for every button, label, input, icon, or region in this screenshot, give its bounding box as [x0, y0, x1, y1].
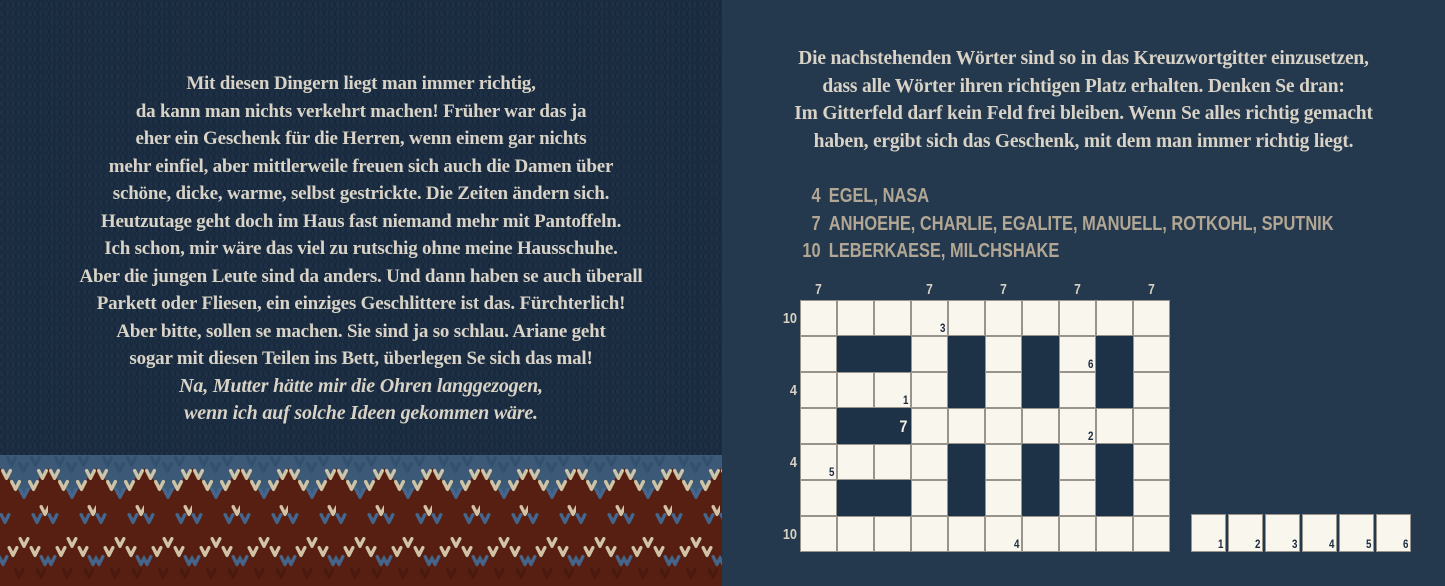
grid-cell-blocked	[1022, 372, 1059, 408]
right-page	[722, 0, 1445, 586]
story-line: Heutzutage geht doch im Haus fast niemand mehr mit Pantoffeln.	[100, 210, 622, 232]
word-list-words: ANHOEHE, CHARLIE, EGALITE, MANUELL, ROTKOHL, SPUTNIK	[828, 212, 1334, 235]
grid-cell-blocked	[1022, 444, 1059, 480]
grid-cell-blocked	[874, 336, 911, 372]
answer-cell-number: 5	[1365, 539, 1371, 551]
grid-cell	[1059, 336, 1096, 372]
grid-cell	[1096, 408, 1133, 444]
grid-cell	[1059, 372, 1096, 408]
grid-cell	[837, 372, 874, 408]
grid-col-header: 7	[815, 281, 822, 298]
cell-number: 5	[828, 467, 834, 479]
grid-row-header	[758, 480, 797, 516]
word-length-number: 7	[811, 212, 821, 235]
story-line-italic: wenn ich auf solche Ideen gekommen wäre.	[184, 402, 538, 424]
grid-cell	[911, 336, 948, 372]
grid-cell	[800, 300, 837, 336]
grid-cell-blocked	[948, 336, 985, 372]
grid-cell	[911, 480, 948, 516]
story-line: Parkett oder Fliesen, ein einziges Geschlittere ist das. Fürchterlich!	[96, 293, 626, 314]
grid-cell-blocked	[1096, 480, 1133, 516]
grid-cell-blocked	[874, 408, 911, 444]
word-length-number: 4	[811, 185, 821, 207]
grid-cell	[1022, 516, 1059, 552]
grid-cell	[911, 372, 948, 408]
puzzle-instructions	[750, 45, 1417, 155]
grid-col-header	[952, 279, 982, 298]
story-line: mehr einfiel, aber mittlerweile freuen sich auch die Damen über	[108, 155, 614, 177]
answer-strip	[1191, 514, 1411, 552]
grid-cell	[911, 408, 948, 444]
grid-cell	[1059, 480, 1096, 516]
story-text	[8, 70, 714, 428]
grid-cell-blocked	[1022, 336, 1059, 372]
grid-cell	[1133, 516, 1170, 552]
left-page	[0, 0, 722, 586]
grid-cell-blocked	[1096, 444, 1133, 480]
answer-cell-number: 6	[1402, 539, 1408, 551]
grid-cell	[1133, 444, 1170, 480]
answer-cell-number: 4	[1328, 539, 1334, 551]
story-line: schöne, dicke, warme, selbst gestrickte. Die Zeiten ändern sich.	[112, 183, 610, 204]
grid-cell-blocked	[837, 336, 874, 372]
grid-cell	[1022, 300, 1059, 336]
grid-cell	[1059, 444, 1096, 480]
instruction-line: Im Gitterfeld darf kein Feld frei bleiben. Wenn Se alles richtig gemacht	[794, 103, 1373, 124]
grid-cell	[985, 336, 1022, 372]
cell-number: 6	[1087, 359, 1093, 371]
answer-cell	[1302, 514, 1337, 552]
crossword-grid	[800, 300, 1170, 552]
grid-cell-blocked	[948, 444, 985, 480]
grid-cell	[874, 300, 911, 336]
grid-col-header: 7	[1000, 281, 1007, 298]
grid-row-header: 10	[782, 525, 797, 543]
grid-cell	[874, 372, 911, 408]
grid-cell-blocked	[1022, 480, 1059, 516]
grid-cell	[1133, 300, 1170, 336]
grid-cell	[1133, 408, 1170, 444]
grid-cell	[985, 444, 1022, 480]
word-list	[796, 185, 1445, 268]
grid-col-header: 7	[926, 281, 933, 298]
grid-cell	[985, 372, 1022, 408]
grid-cell-blocked	[837, 480, 874, 516]
grid-cell	[1096, 300, 1133, 336]
story-line: da kann man nichts verkehrt machen! Früher war das ja	[135, 100, 587, 122]
cell-number: 4	[1013, 539, 1019, 551]
cell-number: 3	[939, 323, 945, 335]
grid-cell	[837, 516, 874, 552]
grid-cell	[1133, 480, 1170, 516]
grid-cell	[800, 408, 837, 444]
grid-cell	[985, 480, 1022, 516]
cell-number: 7	[898, 417, 907, 436]
grid-cell	[911, 444, 948, 480]
grid-cell	[985, 516, 1022, 552]
word-list-row	[796, 240, 1334, 268]
grid-cell	[800, 372, 837, 408]
grid-cell-blocked	[874, 480, 911, 516]
answer-cell	[1191, 514, 1226, 552]
word-length-number: 10	[802, 240, 821, 263]
grid-cell	[1133, 336, 1170, 372]
answer-cell	[1228, 514, 1263, 552]
word-list-row	[796, 213, 1334, 241]
grid-cell-blocked	[1096, 336, 1133, 372]
grid-cell	[1096, 516, 1133, 552]
grid-cell-blocked	[948, 480, 985, 516]
grid-col-header	[1026, 279, 1056, 298]
word-list-words: LEBERKAESE, MILCHSHAKE	[828, 240, 1060, 263]
answer-cell-number: 1	[1217, 539, 1223, 551]
grid-cell	[911, 300, 948, 336]
story-line: sogar mit diesen Teilen ins Bett, überlegen Se sich das mal!	[129, 348, 593, 369]
knit-pattern-graphic	[0, 455, 722, 586]
grid-cell	[948, 516, 985, 552]
story-line: Mit diesen Dingern liegt man immer richtig,	[186, 73, 536, 94]
grid-cell	[911, 516, 948, 552]
grid-column-headers	[800, 279, 1170, 298]
story-line-italic: Na, Mutter hätte mir die Ohren langgezogen,	[179, 374, 543, 397]
grid-cell-blocked	[837, 408, 874, 444]
story-line: Ich schon, mir wäre das viel zu rutschig ohne meine Hausschuhe.	[104, 238, 618, 259]
grid-col-header	[841, 279, 871, 298]
cell-number: 2	[1087, 431, 1093, 443]
grid-cell	[837, 300, 874, 336]
word-list-row	[796, 185, 1334, 213]
grid-cell	[948, 408, 985, 444]
grid-cell	[948, 300, 985, 336]
grid-cell	[800, 336, 837, 372]
grid-col-header	[1100, 279, 1130, 298]
answer-cell	[1376, 514, 1411, 552]
grid-cell	[1059, 300, 1096, 336]
grid-row-header	[758, 408, 797, 444]
story-line: Aber die jungen Leute sind da anders. Und dann haben se auch überall	[79, 265, 643, 287]
grid-col-header: 7	[1074, 281, 1081, 298]
grid-row-header: 4	[789, 381, 797, 399]
grid-cell	[874, 516, 911, 552]
answer-cell-number: 2	[1254, 539, 1260, 551]
grid-col-header: 7	[1148, 281, 1155, 298]
answer-cell	[1339, 514, 1374, 552]
grid-cell	[837, 444, 874, 480]
grid-row-header: 10	[782, 309, 797, 327]
grid-cell	[985, 408, 1022, 444]
story-line: eher ein Geschenk für die Herren, wenn einem gar nichts	[135, 128, 587, 149]
instruction-line: Die nachstehenden Wörter sind so in das Kreuzwortgitter einzusetzen,	[798, 48, 1369, 69]
story-line: Aber bitte, sollen se machen. Sie sind ja so schlau. Ariane geht	[116, 320, 606, 342]
grid-cell-blocked	[948, 372, 985, 408]
grid-row-header	[758, 336, 797, 372]
grid-row-header: 4	[789, 453, 797, 471]
grid-cell	[1059, 408, 1096, 444]
grid-row-headers	[751, 300, 797, 552]
instruction-line: dass alle Wörter ihren richtigen Platz erhalten. Denken Se dran:	[822, 75, 1345, 97]
answer-cell	[1265, 514, 1300, 552]
grid-cell	[1059, 516, 1096, 552]
word-list-words: EGEL, NASA	[828, 185, 930, 207]
grid-cell	[985, 300, 1022, 336]
grid-cell	[800, 444, 837, 480]
grid-cell	[1022, 408, 1059, 444]
grid-cell	[874, 444, 911, 480]
answer-cell-number: 3	[1291, 539, 1297, 551]
instruction-line: haben, ergibt sich das Geschenk, mit dem man immer richtig liegt.	[813, 130, 1354, 152]
grid-cell	[800, 516, 837, 552]
grid-cell	[1133, 372, 1170, 408]
grid-cell-blocked	[1096, 372, 1133, 408]
cell-number: 1	[902, 395, 908, 407]
grid-col-header	[878, 279, 908, 298]
grid-cell	[800, 480, 837, 516]
